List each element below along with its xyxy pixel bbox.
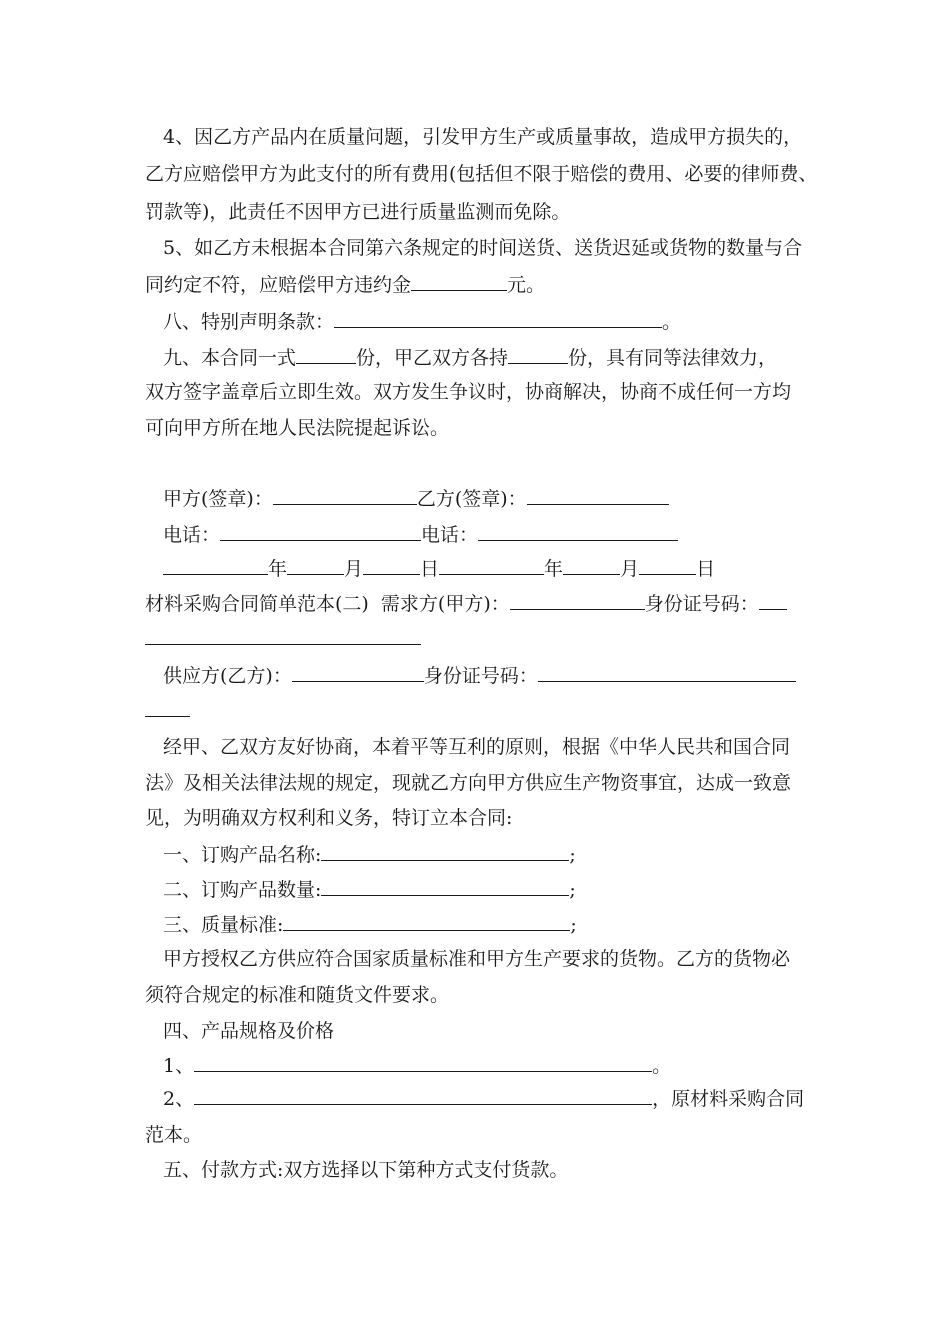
product-name-row: [163, 842, 576, 867]
template-2-heading: [145, 591, 787, 616]
clause-5-line-2: [145, 272, 545, 297]
payment-heading: [163, 1158, 568, 1182]
supplier-label: 供应方(乙方)：: [163, 665, 292, 687]
quality-auth-line-1: [163, 947, 790, 971]
product-quantity-blank[interactable]: [321, 877, 569, 896]
buyer-id-label: 身份证号码：: [644, 593, 759, 615]
clause-4-line-3: [145, 200, 570, 224]
spec-price-heading: [163, 1019, 334, 1043]
spec-item-1: [163, 1053, 671, 1078]
clause-9-line-3: [145, 416, 449, 440]
quality-auth-line-2: [145, 983, 449, 1007]
spec-item-1-blank[interactable]: [194, 1053, 652, 1072]
party-a-day-blank[interactable]: [363, 556, 420, 575]
text: 同约定不符，应赔偿甲方违约金: [145, 274, 412, 296]
party-b-month-blank[interactable]: [563, 556, 620, 575]
copies-total-blank[interactable]: [296, 345, 356, 364]
text: 4、因乙方产品内在质量问题，引发甲方生产或质量事故，造成甲方损失的，: [163, 126, 803, 148]
quality-standard-label: 三、质量标准:: [163, 914, 284, 936]
clause-4-line-1: [163, 125, 802, 149]
party-b-day-blank[interactable]: [639, 556, 696, 575]
preamble-line-1: [163, 735, 790, 759]
year-label: 年: [544, 558, 564, 580]
party-b-year-blank[interactable]: [439, 556, 544, 575]
text: ;: [569, 879, 576, 901]
party-a-month-blank[interactable]: [287, 556, 344, 575]
text: 须符合规定的标准和随货文件要求。: [145, 984, 450, 1006]
buyer-label: 材料采购合同简单范本(二) 需求方(甲方)：: [145, 593, 510, 615]
clause-5-line-1: [163, 236, 802, 260]
party-a-phone-blank[interactable]: [220, 522, 421, 541]
text: ，原材料采购合同: [652, 1088, 805, 1110]
text: 法》及相关法律法规的规定，现就乙方向甲方供应生产物资事宜，达成一致意: [145, 772, 792, 794]
text: 五、付款方式:双方选择以下第种方式支付货款。: [163, 1159, 569, 1181]
supplier-row: [163, 663, 796, 688]
spec-item-2: [163, 1086, 804, 1111]
supplier-id-blank-start[interactable]: [538, 663, 796, 682]
text: 份，具有同等法律效力，: [568, 347, 778, 369]
product-name-label: 一、订购产品名称:: [163, 844, 322, 866]
text: 1、: [163, 1055, 195, 1077]
party-a-phone-label: 电话：: [163, 524, 221, 546]
text: 罚款等)，此责任不因甲方已进行质量监测而免除。: [145, 201, 571, 223]
party-a-sign-label: 甲方(签章)：: [163, 488, 273, 510]
buyer-id-continued: [145, 626, 421, 651]
phone-row: [163, 522, 678, 547]
supplier-name-blank[interactable]: [292, 663, 424, 682]
text: 2、: [163, 1088, 195, 1110]
text: 甲方授权乙方供应符合国家质量标准和甲方生产要求的货物。乙方的货物必: [163, 948, 791, 970]
text: 四、产品规格及价格: [163, 1020, 335, 1042]
day-label: 日: [696, 558, 716, 580]
special-terms-blank[interactable]: [334, 309, 662, 328]
spec-item-2-continued: [145, 1123, 202, 1147]
text: 经甲、乙双方友好协商，本着平等互利的原则，根据《中华人民共和国合同: [163, 736, 791, 758]
clause-4-line-2: [145, 162, 817, 186]
copies-each-blank[interactable]: [508, 345, 568, 364]
preamble-line-3: [145, 806, 512, 830]
date-row: [163, 556, 715, 581]
buyer-id-blank-end[interactable]: [145, 626, 421, 645]
text: 可向甲方所在地人民法院提起诉讼。: [145, 417, 450, 439]
supplier-id-continued: [145, 698, 190, 723]
party-a-year-blank[interactable]: [163, 556, 268, 575]
text: 。: [662, 311, 682, 333]
text: 。: [652, 1055, 672, 1077]
text: ;: [569, 844, 576, 866]
product-quantity-label: 二、订购产品数量:: [163, 879, 322, 901]
party-b-sign-label: 乙方(签章)：: [416, 488, 527, 510]
day-label: 日: [420, 558, 440, 580]
supplier-id-label: 身份证号码：: [423, 665, 538, 687]
buyer-id-blank-start[interactable]: [759, 591, 787, 610]
text: 份，甲乙双方各持: [356, 347, 509, 369]
month-label: 月: [344, 558, 364, 580]
signature-row: [163, 486, 669, 511]
quality-standard-row: [163, 912, 577, 937]
text: 见，为明确双方权利和义务，特订立本合同:: [145, 807, 513, 829]
party-b-phone-blank[interactable]: [478, 522, 678, 541]
text: ;: [570, 914, 577, 936]
clause-9-line-2: [145, 380, 791, 404]
party-b-phone-label: 电话：: [421, 524, 479, 546]
penalty-amount-blank[interactable]: [411, 272, 507, 291]
text: 乙方应赔偿甲方为此支付的所有费用(包括但不限于赔偿的费用、必要的律师费、: [145, 163, 818, 185]
quality-standard-blank[interactable]: [283, 912, 570, 931]
spec-item-2-blank[interactable]: [194, 1086, 652, 1105]
text: 范本。: [145, 1124, 203, 1146]
preamble-line-2: [145, 771, 791, 795]
party-a-sign-blank[interactable]: [273, 486, 417, 505]
buyer-name-blank[interactable]: [510, 591, 645, 610]
product-quantity-row: [163, 877, 576, 902]
text: 八、特别声明条款：: [163, 311, 335, 333]
party-b-sign-blank[interactable]: [527, 486, 669, 505]
product-name-blank[interactable]: [321, 842, 569, 861]
supplier-id-blank-end[interactable]: [145, 698, 190, 717]
clause-9-line-1: [163, 345, 777, 370]
month-label: 月: [620, 558, 640, 580]
text: 5、如乙方未根据本合同第六条规定的时间送货、送货迟延或货物的数量与合: [163, 237, 803, 259]
text: 九、本合同一式: [163, 347, 297, 369]
year-label: 年: [268, 558, 288, 580]
text: 双方签字盖章后立即生效。双方发生争议时，协商解决，协商不成任何一方均: [145, 381, 792, 403]
text: 元。: [507, 274, 546, 296]
clause-8: [163, 309, 681, 334]
